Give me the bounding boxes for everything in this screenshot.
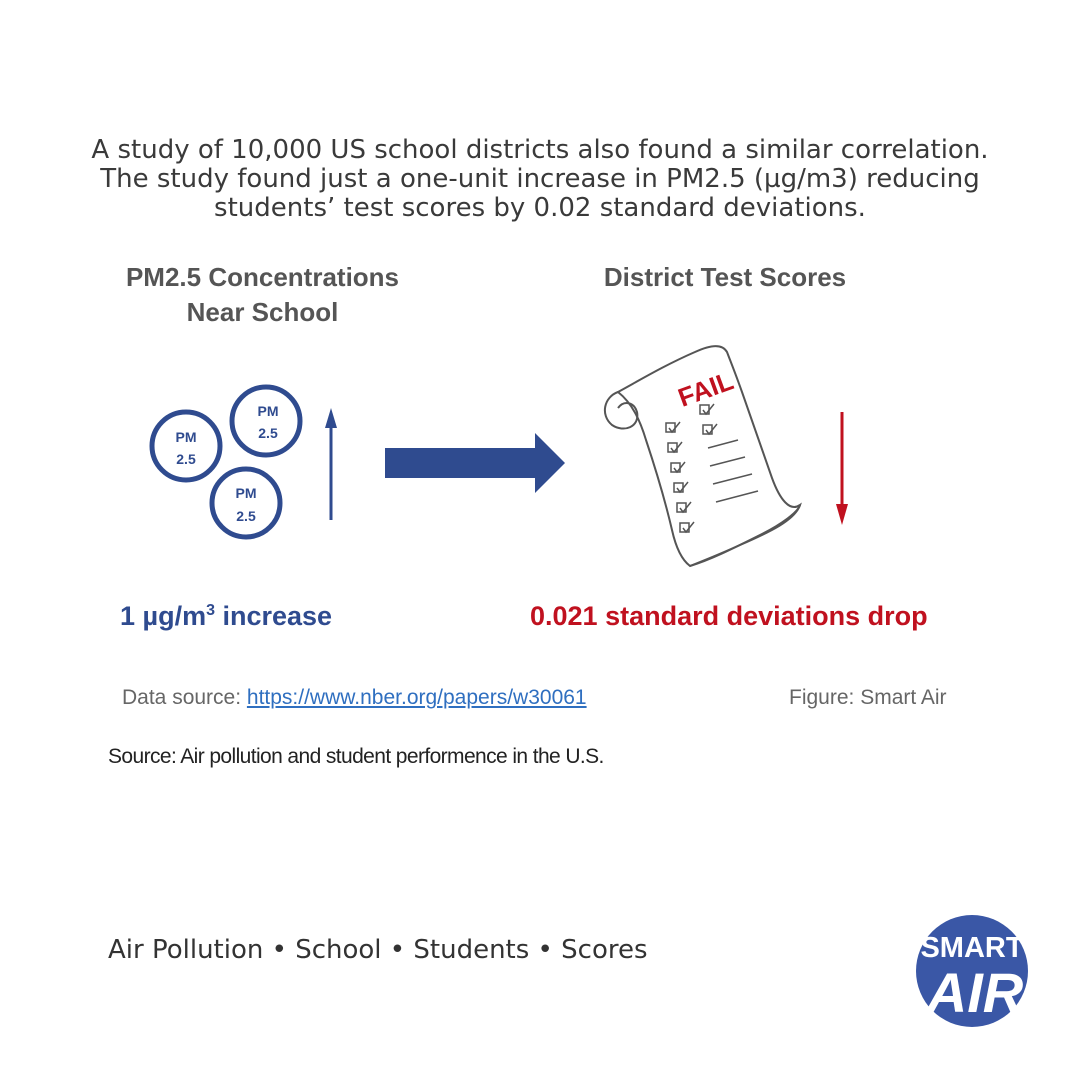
bubble-left-bottom: 2.5: [176, 451, 196, 467]
bubble-bottom-bottom: 2.5: [236, 508, 256, 524]
down-arrow-icon: [836, 412, 848, 525]
data-source: [122, 686, 587, 710]
tags-line: Air Pollution • School • Students • Scores: [108, 935, 648, 965]
smart-air-logo: [916, 915, 1028, 1027]
bubble-top-top: PM: [257, 403, 279, 419]
failed-test-paper-icon: [605, 346, 800, 566]
drop-label: 0.021 standard deviations drop: [530, 601, 928, 631]
bubble-top-bottom: 2.5: [258, 425, 278, 441]
increase-value: 1 µg/m: [120, 601, 207, 631]
left-heading-line2: Near School: [186, 297, 339, 327]
increase-sup: 3: [206, 602, 215, 619]
data-source-label: Data source:: [122, 686, 247, 709]
bubble-bottom-top: PM: [235, 485, 257, 501]
logo-line2: AIR: [926, 961, 1024, 1024]
data-source-link[interactable]: https://www.nber.org/papers/w30061: [246, 686, 587, 709]
fail-stamp: FAIL: [674, 365, 738, 413]
increase-suffix: increase: [214, 601, 333, 631]
source-caption: Source: Air pollution and student performence in the U.S.: [108, 745, 604, 768]
right-heading: District Test Scores: [603, 262, 847, 292]
logo-line1: SMART: [920, 932, 1024, 964]
bubble-left-top: PM: [175, 429, 197, 445]
up-arrow-icon: [325, 408, 337, 520]
intro-text: A study of 10,000 US school districts also found a similar correlation. The study found just a one-unit increase in PM2.5 (µg/m3) reducing students’ test scores by 0.02 standard deviations.: [91, 135, 989, 223]
pm25-bubble-left: [152, 412, 220, 480]
increase-label: [120, 601, 332, 632]
right-arrow-icon: [385, 433, 565, 493]
pm25-bubble-top: [232, 387, 300, 455]
left-heading-line1: PM2.5 Concentrations: [125, 262, 400, 292]
figure-credit: Figure: Smart Air: [789, 686, 947, 709]
pm25-bubble-bottom: [212, 469, 280, 537]
